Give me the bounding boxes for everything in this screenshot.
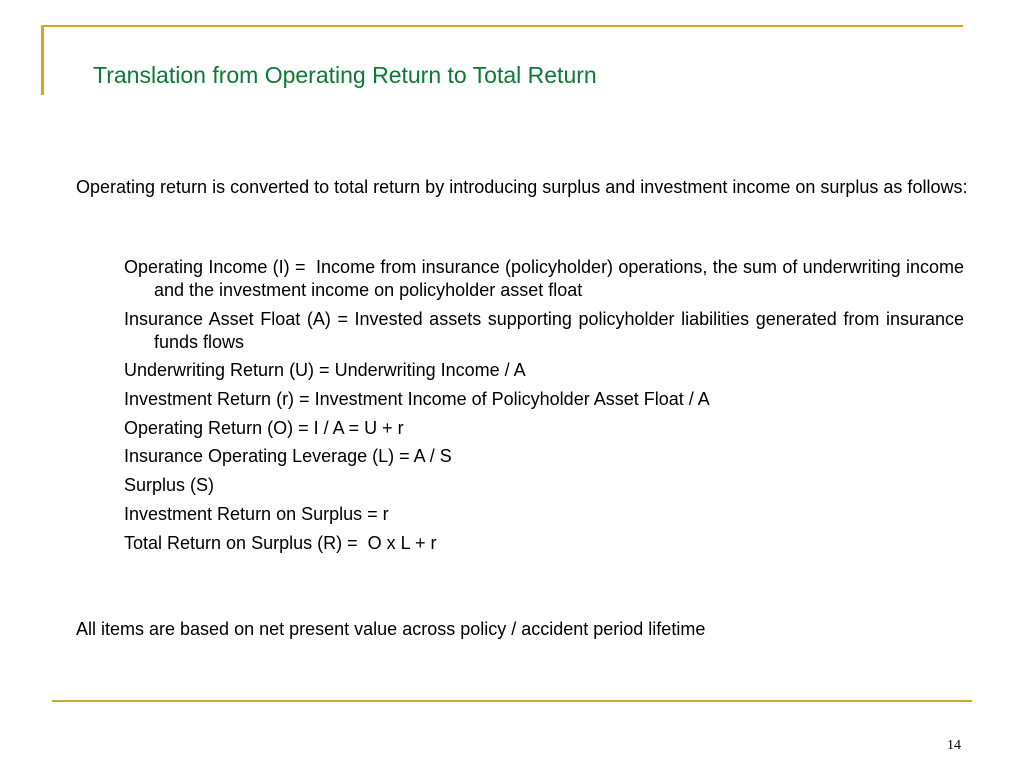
left-rule [41,25,44,95]
top-rule [41,25,963,27]
definition-item: Insurance Operating Leverage (L) = A / S [124,446,452,467]
definition-item: Investment Return (r) = Investment Income of Policyholder Asset Float / A [124,389,710,410]
intro-paragraph: Operating return is converted to total return by introducing surplus and investment income on surplus as follows: [76,177,968,197]
definition-item: Total Return on Surplus (R) = O x L + r [124,532,437,553]
bottom-rule [52,700,972,702]
footer-note: All items are based on net present value across policy / accident period lifetime [76,619,706,639]
definition-item: Operating Income (I) = Income from insurance (policyholder) operations, the sum of underwriting income and the investment income on policyholder asset float [124,257,970,300]
definition-item: Operating Return (O) = I / A = U + r [124,417,404,438]
definition-item: Surplus (S) [124,475,215,496]
definition-list [124,256,970,560]
definition-item: Investment Return on Surplus = r [124,503,389,524]
page-number: 14 [947,738,961,753]
slide-title: Translation from Operating Return to Total Return [93,62,597,88]
definition-item: Insurance Asset Float (A) = Invested assets supporting policyholder liabilities generated from insurance funds flows [124,308,970,352]
definition-item: Underwriting Return (U) = Underwriting Income / A [124,360,526,381]
